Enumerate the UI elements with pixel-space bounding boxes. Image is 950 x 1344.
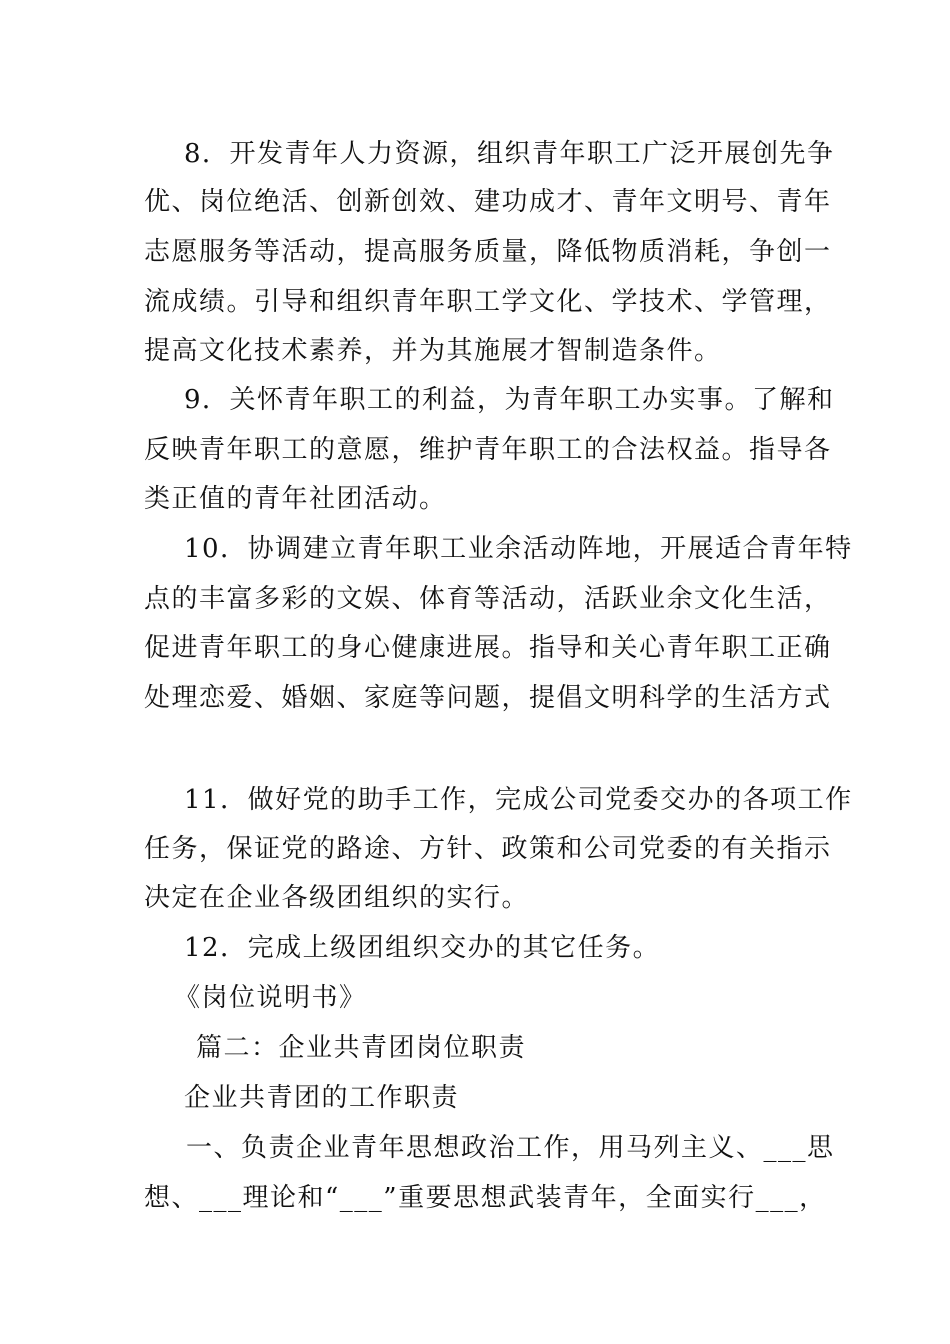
subsection-heading: 企业共青团的工作职责 xyxy=(184,1083,460,1113)
paragraph-10-line-1: 10．协调建立青年职工业余活动阵地，开展适合青年特 xyxy=(184,534,853,564)
paragraph-8-line-5: 提高文化技术素养，并为其施展才智制造条件。 xyxy=(144,336,722,366)
paragraph-9-line-1: 9．关怀青年职工的利益，为青年职工办实事。了解和 xyxy=(184,385,835,415)
paragraph-8-line-4: 流成绩。引导和组织青年职工学文化、学技术、学管理， xyxy=(144,287,832,317)
paragraph-9-line-2: 反映青年职工的意愿，维护青年职工的合法权益。指导各 xyxy=(144,435,832,465)
section-heading: 篇二：企业共青团岗位职责 xyxy=(196,1033,527,1063)
duty-one-line-1: 一、负责企业青年思想政治工作，用马列主义、___思 xyxy=(186,1133,835,1163)
paragraph-10-line-2: 点的丰富多彩的文娱、体育等活动，活跃业余文化生活， xyxy=(144,584,832,614)
paragraph-10-line-4: 处理恋爱、婚姻、家庭等问题，提倡文明科学的生活方式 xyxy=(144,683,832,713)
paragraph-11-line-2: 任务，保证党的路途、方针、政策和公司党委的有关指示 xyxy=(144,834,832,864)
paragraph-12: 12．完成上级团组织交办的其它任务。 xyxy=(184,933,661,963)
paragraph-10-line-3: 促进青年职工的身心健康进展。指导和关心青年职工正确 xyxy=(144,633,832,663)
paragraph-8-line-1: 8．开发青年人力资源，组织青年职工广泛开展创先争 xyxy=(184,139,835,169)
duty-one-line-2: 想、___理论和“___”重要思想武装青年，全面实行___， xyxy=(144,1183,827,1213)
paragraph-8-line-2: 优、岗位绝活、创新创效、建功成才、青年文明号、青年 xyxy=(144,187,832,217)
paragraph-9-line-3: 类正值的青年社团活动。 xyxy=(144,484,447,514)
paragraph-8-line-3: 志愿服务等活动，提高服务质量，降低物质消耗，争创一 xyxy=(144,237,832,267)
paragraph-11-line-3: 决定在企业各级团组织的实行。 xyxy=(144,883,530,913)
document-reference-title: 《岗位说明书》 xyxy=(174,983,367,1013)
paragraph-11-line-1: 11．做好党的助手工作，完成公司党委交办的各项工作 xyxy=(184,785,853,815)
